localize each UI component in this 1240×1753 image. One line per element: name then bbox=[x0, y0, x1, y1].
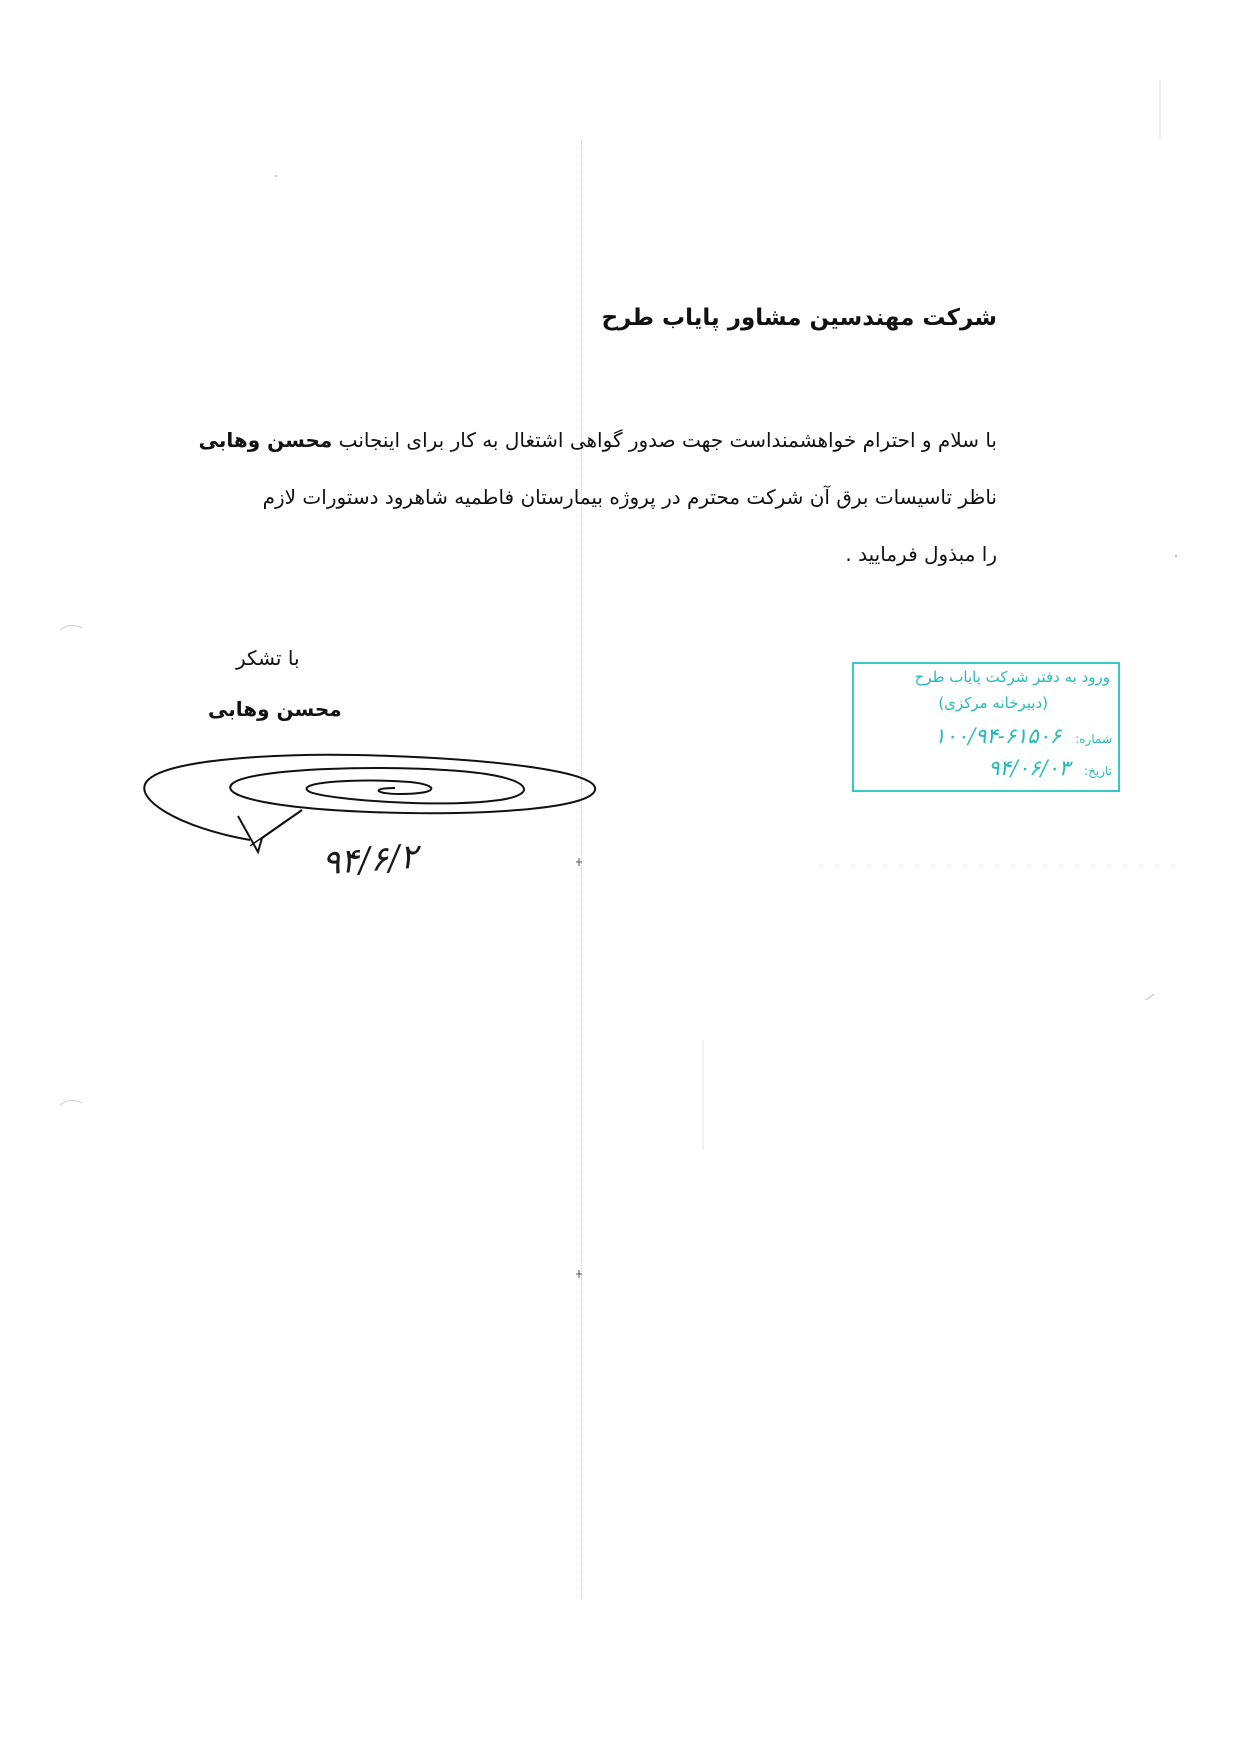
stamp-date-value: ۹۴/۰۶/۰۳ bbox=[988, 756, 1071, 780]
body-line-2: ناظر تاسیسات برق آن شرکت محترم در پروژه بیمارستان فاطمیه شاهرود دستورات لازم bbox=[262, 485, 997, 509]
stamp-number-row bbox=[934, 724, 1112, 748]
stamp-date-row bbox=[988, 756, 1112, 780]
stamp-subtitle: (دبیرخانه مرکزی) bbox=[938, 694, 1048, 712]
recipient-heading: شرکت مهندسین مشاور پایاب طرح bbox=[601, 305, 997, 331]
body-line-1-text: با سلام و احترام خواهشمنداست جهت صدور گواهی اشتغال به کار برای اینجانب bbox=[332, 428, 997, 452]
received-stamp bbox=[852, 662, 1120, 792]
body-line-3: را مبذول فرمایید . bbox=[845, 542, 997, 566]
body-line-1 bbox=[157, 412, 997, 469]
signer-name: محسن وهابی bbox=[208, 697, 342, 721]
stamp-date-label: تاریخ: bbox=[1084, 764, 1112, 778]
closing-text: با تشکر bbox=[236, 646, 300, 670]
stamp-title: ورود به دفتر شرکت پایاب طرح bbox=[914, 668, 1110, 686]
signature-date: ۹۴/۶/۲ bbox=[320, 836, 420, 884]
stamp-number-value: ۱۰۰/۹۴-۶۱۵۰۶ bbox=[934, 724, 1062, 748]
stamp-number-label: شماره: bbox=[1075, 732, 1112, 746]
applicant-name: محسن وهابی bbox=[198, 428, 333, 452]
letter-body bbox=[157, 412, 997, 583]
